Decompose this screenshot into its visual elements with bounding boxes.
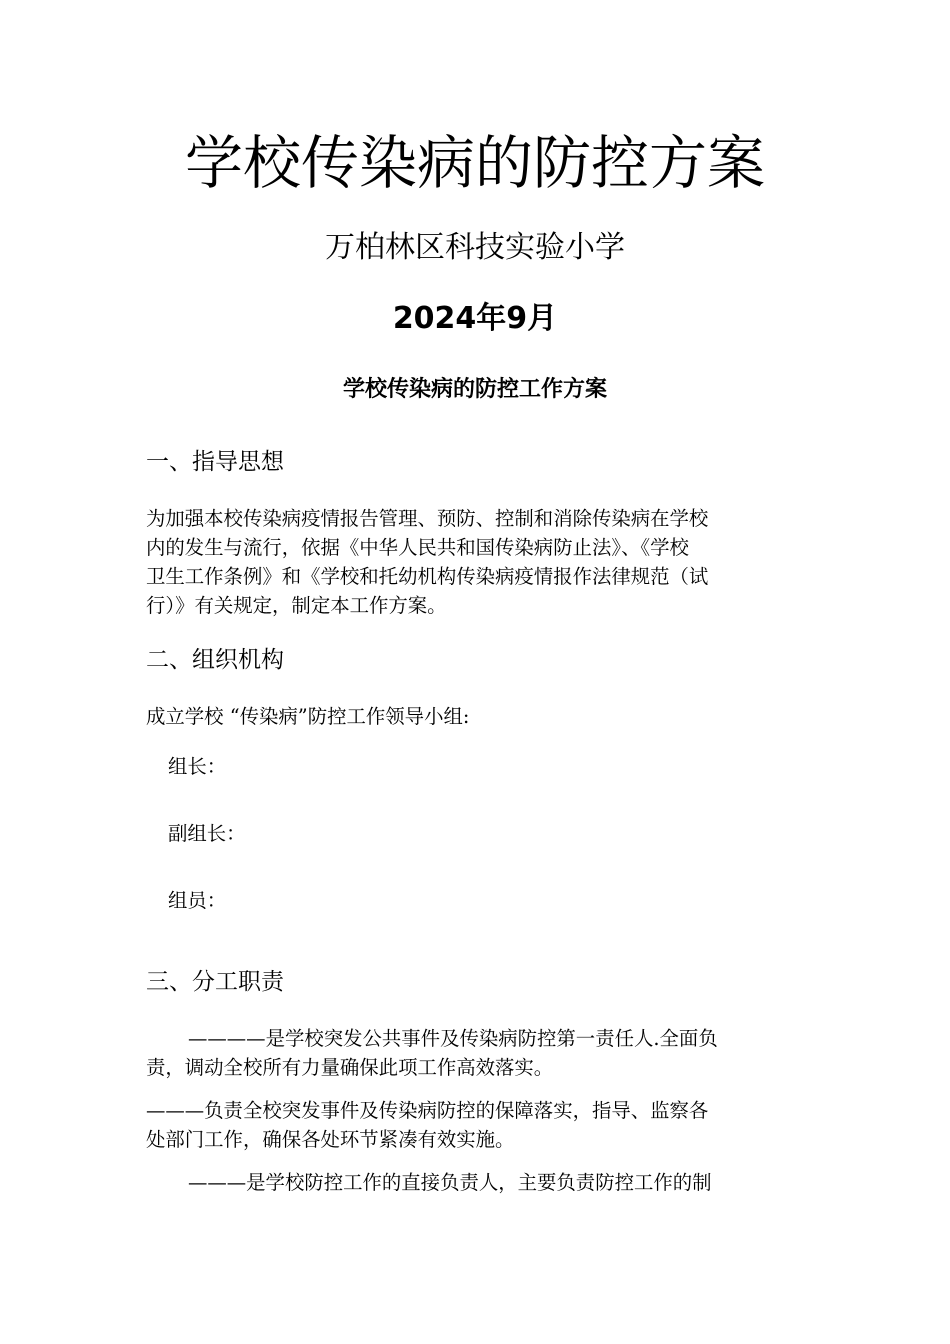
organization-intro: 成立学校 “传染病”防控工作领导小组: <box>146 705 470 728</box>
duty-line: ———是学校防控工作的直接负责人，主要负责防控工作的制 <box>188 1171 712 1194</box>
duty-line: 处部门工作，确保各处环节紧凑有效实施。 <box>146 1128 515 1151</box>
paragraph-line: 内的发生与流行，依据《中华人民共和国传染病防止法》、《学校 <box>146 536 689 559</box>
duty-line: 责，调动全校所有力量确保此项工作高效落实。 <box>146 1056 554 1079</box>
section-heading-duties: 三、分工职责 <box>146 969 284 995</box>
school-name: 万柏林区科技实验小学 <box>325 230 625 265</box>
leader-label: 组长： <box>168 755 227 778</box>
paragraph-line: 卫生工作条例》和《学校和托幼机构传染病疫情报作法律规范（试 <box>146 565 709 588</box>
section-heading-organization: 二、组织机构 <box>146 647 284 673</box>
duty-line: ————是学校突发公共事件及传染病防控第一责任人.全面负 <box>188 1027 718 1050</box>
section-heading-guiding-thought: 一、指导思想 <box>146 449 284 475</box>
members-label: 组员： <box>168 889 227 912</box>
document-date: 2024年9月 <box>392 301 558 336</box>
document-title: 学校传染病的防控方案 <box>184 129 765 197</box>
duty-line: ———负责全校突发事件及传染病防控的保障落实，指导、监察各 <box>146 1099 709 1122</box>
paragraph-line: 行）》有关规定，制定本工作方案。 <box>146 594 447 617</box>
paragraph-line: 为加强本校传染病疫情报告管理、预防、控制和消除传染病在学校 <box>146 507 709 530</box>
deputy-leader-label: 副组长： <box>168 822 246 845</box>
document-subtitle: 学校传染病的防控工作方案 <box>342 377 607 402</box>
